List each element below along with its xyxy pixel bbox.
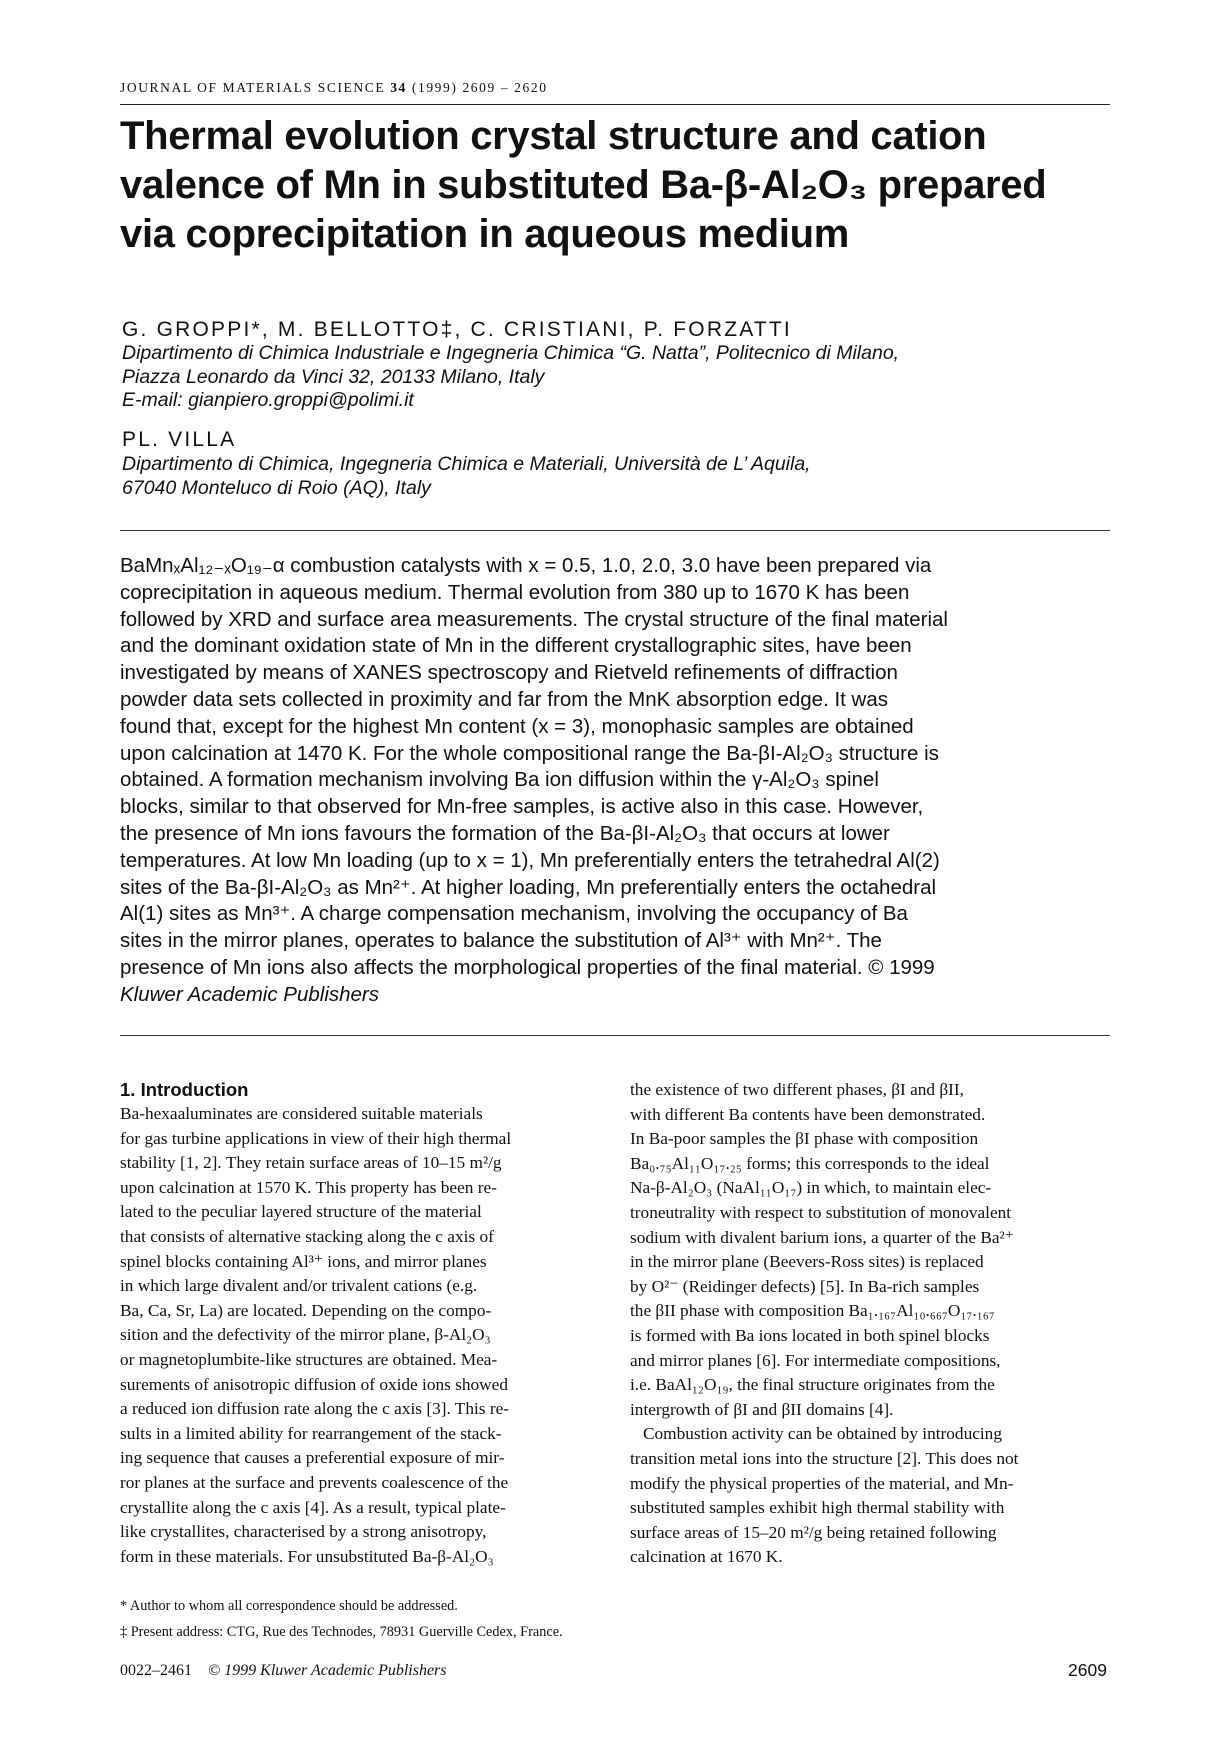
issn: 0022–2461 (120, 1662, 192, 1679)
abstract-line: upon calcination at 1470 K. For the whole compositional range the Ba-βI-Al₂O₃ structure is (120, 741, 939, 765)
body-line: and mirror planes [6]. For intermediate compositions, (630, 1350, 1001, 1370)
footer-left (120, 1662, 447, 1680)
body-line: transition metal ions into the structure [2]. This does not (630, 1448, 1019, 1468)
body-line: form in these materials. For unsubstituted Ba-β-Al₂O₃ (120, 1546, 494, 1566)
affiliation-line: Dipartimento di Chimica Industriale e Ingegneria Chimica “G. Natta”, Politecnico di Milano, (122, 342, 900, 364)
journal-name: JOURNAL OF MATERIALS SCIENCE (120, 80, 386, 95)
body-line: i.e. BaAl₁₂O₁₉, the final structure originates from the (630, 1375, 995, 1395)
body-line: the βII phase with composition Ba₁.₁₆₇Al₁₀.₆₆₇O₁₇.₁₆₇ (630, 1301, 995, 1321)
journal-volume: 34 (390, 80, 407, 95)
body-line: modify the physical properties of the material, and Mn- (630, 1473, 1014, 1493)
body-line: crystallite along the c axis [4]. As a result, typical plate- (120, 1497, 506, 1517)
paper-title (120, 112, 1120, 259)
abstract-line: and the dominant oxidation state of Mn in the different crystallographic sites, have been (120, 634, 912, 658)
abstract-line: investigated by means of XANES spectroscopy and Rietveld refinements of diffraction (120, 661, 898, 685)
page-number: 2609 (1068, 1660, 1107, 1680)
title-line: via coprecipitation in aqueous medium (120, 212, 850, 256)
body-line: in the mirror plane (Beevers-Ross sites) is replaced (630, 1252, 984, 1272)
header-rule (120, 104, 1110, 105)
abstract-line: temperatures. At low Mn loading (up to x = 1), Mn preferentially enters the tetrahedral Al(2) (120, 848, 940, 872)
body-line: ing sequence that causes a preferential exposure of mir- (120, 1448, 505, 1468)
abstract-line: Al(1) sites as Mn³⁺. A charge compensation mechanism, involving the occupancy of Ba (120, 902, 908, 926)
body-line: or magnetoplumbite-like structures are obtained. Mea- (120, 1349, 498, 1369)
abstract-line: Kluwer Academic Publishers (120, 982, 380, 1006)
affiliation-line: Dipartimento di Chimica, Ingegneria Chimica e Materiali, Università de L’ Aquila, (122, 453, 811, 475)
abstract-line: followed by XRD and surface area measurements. The crystal structure of the final material (120, 607, 948, 631)
body-line: Ba₀.₇₅Al₁₁O₁₇.₂₅ forms; this corresponds to the ideal (630, 1153, 990, 1173)
body-line: troneutrality with respect to substitution of monovalent (630, 1202, 1012, 1222)
abstract-line: sites of the Ba-βI-Al₂O₃ as Mn²⁺. At higher loading, Mn preferentially enters the octahedral (120, 875, 937, 899)
abstract-line: powder data sets collected in proximity and far from the MnK absorption edge. It was (120, 687, 888, 711)
body-line: for gas turbine applications in view of their high thermal (120, 1128, 512, 1148)
body-line: a reduced ion diffusion rate along the c axis [3]. This re- (120, 1399, 510, 1419)
section-heading: 1. Introduction (120, 1079, 249, 1100)
body-line: Combustion activity can be obtained by introducing (630, 1424, 1002, 1444)
abstract-line: coprecipitation in aqueous medium. Thermal evolution from 380 up to 1670 K has been (120, 580, 910, 604)
footnote-present-address: ‡ Present address: CTG, Rue des Technodes, 78931 Guerville Cedex, France. (120, 1624, 563, 1640)
body-line: Na-β-Al₂O₃ (NaAl₁₁O₁₇) in which, to maintain elec- (630, 1178, 992, 1198)
email-line: E-mail: gianpiero.groppi@polimi.it (122, 389, 414, 411)
body-line: spinel blocks containing Al³⁺ ions, and mirror planes (120, 1251, 487, 1271)
left-column (120, 1078, 594, 1569)
body-line: that consists of alternative stacking along the c axis of (120, 1226, 494, 1246)
abstract (120, 553, 1115, 1009)
body-line: sition and the defectivity of the mirror plane, β-Al₂O₃ (120, 1325, 491, 1345)
abstract-line: blocks, similar to that observed for Mn-free samples, is active also in this case. However, (120, 795, 924, 819)
body-line: intergrowth of βI and βII domains [4]. (630, 1399, 894, 1419)
title-line: Thermal evolution crystal structure and cation (120, 114, 987, 158)
abstract-bottom-rule (120, 1035, 1110, 1036)
body-line: calcination at 1670 K. (630, 1547, 783, 1567)
body-line: surements of anisotropic diffusion of oxide ions showed (120, 1374, 508, 1394)
journal-header (120, 80, 548, 96)
title-line: valence of Mn in substituted Ba-β-Al₂O₃ prepared (120, 163, 1047, 207)
footnotes (120, 1593, 563, 1645)
abstract-line: the presence of Mn ions favours the formation of the Ba-βI-Al₂O₃ that occurs at lower (120, 821, 890, 845)
authors-group-1: G. GROPPI*, M. BELLOTTO‡, C. CRISTIANI, P. FORZATTI (122, 318, 792, 341)
body-line: sults in a limited ability for rearrangement of the stack- (120, 1423, 502, 1443)
body-line: Ba, Ca, Sr, La) are located. Depending on the compo- (120, 1300, 492, 1320)
abstract-line: BaMnₓAl₁₂₋ₓO₁₉₋α combustion catalysts with x = 0.5, 1.0, 2.0, 3.0 have been prepared via (120, 554, 932, 577)
body-line: with different Ba contents have been demonstrated. (630, 1104, 986, 1124)
authors-group-2: PL. VILLA (122, 428, 237, 451)
right-column (630, 1078, 1104, 1570)
body-line: like crystallites, characterised by a strong anisotropy, (120, 1522, 487, 1542)
body-line: by O²⁻ (Reidinger defects) [5]. In Ba-rich samples (630, 1276, 980, 1296)
body-line: sodium with divalent barium ions, a quarter of the Ba²⁺ (630, 1227, 1014, 1247)
body-line: the existence of two different phases, βI and βII, (630, 1080, 964, 1099)
body-line: ror planes at the surface and prevents coalescence of the (120, 1472, 509, 1492)
affiliation-line: Piazza Leonardo da Vinci 32, 20133 Milano, Italy (122, 365, 545, 388)
body-line: substituted samples exhibit high thermal stability with (630, 1498, 1005, 1518)
abstract-top-rule (120, 530, 1110, 531)
body-line: In Ba-poor samples the βI phase with composition (630, 1129, 979, 1149)
body-line: is formed with Ba ions located in both spinel blocks (630, 1325, 990, 1345)
body-line: Ba-hexaaluminates are considered suitable materials (120, 1104, 483, 1123)
copyright: © 1999 Kluwer Academic Publishers (208, 1662, 447, 1679)
body-line: stability [1, 2]. They retain surface areas of 10–15 m²/g (120, 1153, 502, 1173)
body-line: surface areas of 15–20 m²/g being retained following (630, 1522, 997, 1542)
abstract-line: sites in the mirror planes, operates to balance the substitution of Al³⁺ with Mn²⁺. The (120, 929, 882, 953)
affiliation-line: 67040 Monteluco di Roio (AQ), Italy (122, 476, 431, 499)
abstract-line: obtained. A formation mechanism involving Ba ion diffusion within the γ-Al₂O₃ spinel (120, 768, 879, 792)
body-line: in which large divalent and/or trivalent cations (e.g. (120, 1276, 478, 1296)
affiliation-1 (122, 342, 1122, 413)
abstract-line: presence of Mn ions also affects the morphological properties of the final material. © 1999 (120, 955, 935, 979)
body-line: upon calcination at 1570 K. This property has been re- (120, 1177, 497, 1197)
journal-year-pages: (1999) 2609 – 2620 (411, 80, 548, 95)
affiliation-2 (122, 453, 1122, 500)
body-line: lated to the peculiar layered structure of the material (120, 1202, 482, 1222)
footnote-correspondence: * Author to whom all correspondence should be addressed. (120, 1598, 458, 1614)
abstract-line: found that, except for the highest Mn content (x = 3), monophasic samples are obtained (120, 714, 914, 738)
